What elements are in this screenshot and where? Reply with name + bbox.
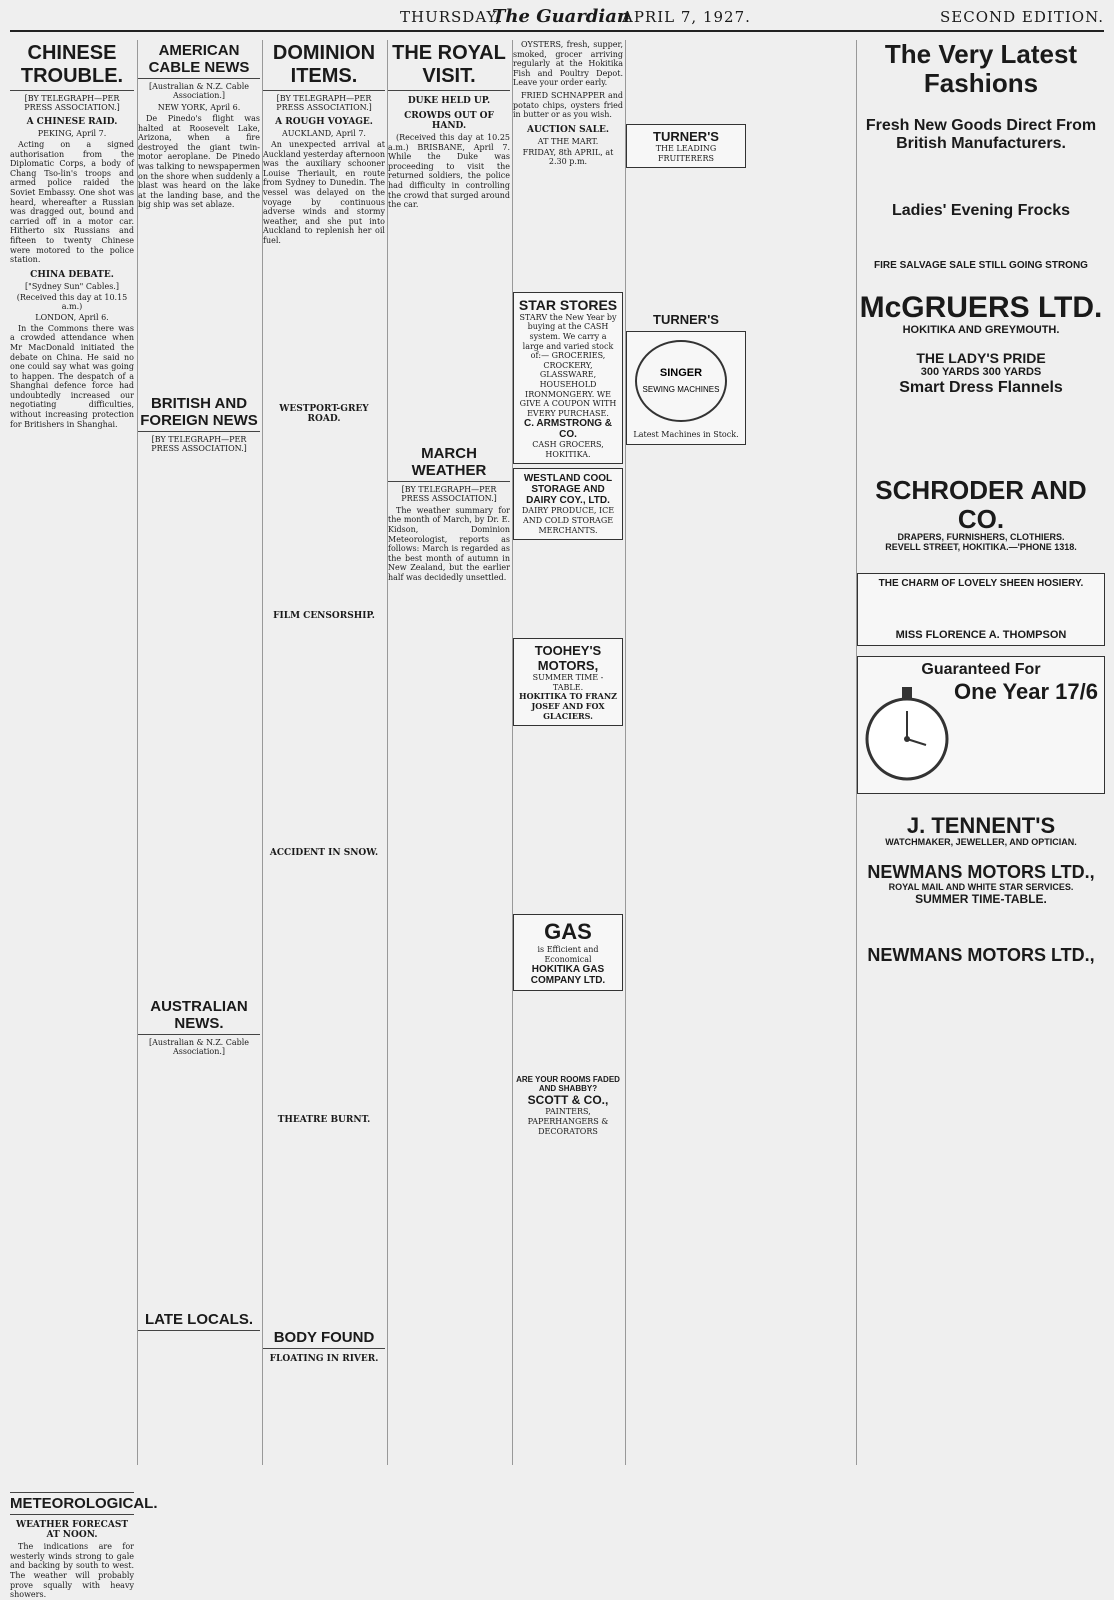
masthead-day: THURSDAY,: [400, 8, 502, 26]
article-body-continued: [138, 456, 260, 996]
advert-hosiery: [857, 573, 1105, 646]
subhead-theatre-burnt: THEATRE BURNT.: [277, 1114, 371, 1125]
tooheys-title: TOOHEY'S MOTORS,: [534, 643, 602, 674]
headline-meteorological: METEOROLOGICAL.: [10, 1492, 134, 1515]
advert-turners: [626, 124, 746, 168]
star-stores-sub: CASH GROCERS, HOKITIKA.: [532, 440, 604, 459]
dateline-auckland: AUCKLAND, April 7.: [282, 129, 366, 138]
hokitika-gas-company: HOKITIKA GAS COMPANY LTD.: [530, 964, 606, 987]
mcgruers-subtitle: HOKITIKA AND GREYMOUTH.: [902, 323, 1060, 336]
advert-oysters: OYSTERS, fresh, supper, smoked, grocer arriving regularly at the Hokitika Fish and Poultry Depot. Leave your order early.: [513, 40, 623, 88]
subhead-china-debate: CHINA DEBATE.: [30, 269, 114, 280]
guaranteed-heading: Guaranteed For: [921, 661, 1041, 679]
advert-singer: [626, 331, 746, 445]
rooms-faded-heading: ARE YOUR ROOMS FADED AND SHABBY?: [516, 1075, 620, 1094]
auction-location: AT THE MART.: [537, 136, 599, 146]
tennent-title: J. TENNENT'S: [906, 813, 1056, 839]
scott-services: PAINTERS, PAPERHANGERS & DECORATORS: [527, 1107, 609, 1136]
auction-heading: AUCTION SALE.: [527, 124, 609, 135]
evening-frocks-title: Ladies' Evening Frocks: [891, 202, 1071, 220]
article-body-continued: [263, 426, 385, 606]
headline-british-foreign-news: BRITISH AND FOREIGN NEWS: [138, 393, 260, 432]
singer-sewing-machine-icon: [631, 336, 731, 426]
dress-flannels-title: Smart Dress Flannels: [899, 378, 1063, 396]
column-adverts: [625, 40, 746, 1465]
column-cable-news: [137, 40, 260, 1465]
tennent-subtitle: WATCHMAKER, JEWELLER, AND OPTICIAN.: [885, 837, 1077, 848]
advert-fried-schnapper: FRIED SCHNAPPER and potato chips, oysters fried in butter or as you wish.: [513, 90, 623, 120]
yards-label: 300 YARDS 300 YARDS: [920, 366, 1042, 379]
mcgruers-title: McGRUERS LTD.: [859, 290, 1103, 324]
article-text: In the Commons there was a crowded attendance when Mr MacDonald initiated the debate on China. He said no one could say what was going to happen. The despatch of a Shanghai defence force had undoubtedly increased our negotiating difficulties, without increasing protection for Britishers in Shanghai.: [10, 323, 134, 429]
fire-salvage-sale: FIRE SALVAGE SALE STILL GOING STRONG: [874, 259, 1088, 271]
singer-subtitle: Latest Machines in Stock.: [633, 430, 739, 440]
received-time: (Received this day at 10.15 a.m.): [16, 292, 128, 311]
schroder-title: SCHRODER AND CO.: [875, 475, 1087, 534]
classified-text: [626, 40, 746, 120]
column-royal-visit: [387, 40, 510, 1465]
newmans-title-2: NEWMANS MOTORS LTD.,: [867, 945, 1095, 966]
star-stores-body: STARV the New Year by buying at the CASH system. We carry a large and varied stock of:— GROCERIES, CROCKERY, GLASSWARE, HOUSEHOLD IRONMONGERY. WE GIVE A COUPON WITH EVERY PURCHASE.: [519, 312, 617, 418]
auction-date: FRIDAY, 8th APRIL, at 2.30 p.m.: [522, 147, 614, 166]
newmans-timetable-title: SUMMER TIME-TABLE.: [915, 891, 1047, 906]
advert-star-stores: [513, 292, 623, 465]
subhead-weather-forecast: WEATHER FORECAST AT NOON.: [15, 1520, 129, 1541]
svg-text:SINGER: SINGER: [659, 367, 703, 380]
column-classifieds: [512, 40, 623, 1465]
article-body-continued: [263, 1127, 385, 1327]
advert-westland-cool-storage: [513, 468, 623, 540]
one-year-price: One Year 17/6: [954, 679, 1098, 705]
tooheys-route: HOKITIKA TO FRANZ JOSEF AND FOX GLACIERS.: [519, 691, 617, 721]
headline-australian-news: AUSTRALIAN NEWS.: [138, 996, 260, 1035]
westland-body: DAIRY PRODUCE, ICE AND COLD STORAGE MERCHANTS.: [521, 506, 615, 535]
headline-dominion-items: DOMINION ITEMS.: [263, 40, 385, 91]
classified-text: [513, 168, 623, 288]
classified-text: [513, 730, 623, 910]
column-dominion-items: [262, 40, 385, 1465]
newmans-title: NEWMANS MOTORS LTD.,: [867, 862, 1095, 883]
subhead-chinese-raid: A CHINESE RAID.: [26, 117, 118, 127]
source-credit: ["Sydney Sun" Cables.]: [25, 281, 119, 291]
article-text: The weather summary for the month of March, by Dr. E. Kidson, Dominion Meteorologist, reports as follows: March is regarded as the best month of autumn in New Zealand, but the earlier half was decidedly unsettled.: [388, 505, 510, 582]
wire-credit: [BY TELEGRAPH—PER PRESS ASSOCIATION.]: [276, 94, 372, 112]
dateline-new-york: NEW YORK, April 6.: [157, 103, 241, 112]
masthead-edition: SECOND EDITION.: [940, 8, 1104, 26]
masthead: [10, 6, 1104, 32]
advert-tooheys-motors: [513, 638, 623, 726]
headline-march-weather: MARCH WEATHER: [388, 443, 510, 482]
article-body-continued: [138, 213, 260, 393]
schroder-address: REVELL STREET, HOKITIKA.—'PHONE 1318.: [885, 542, 1077, 553]
subhead-duke-held-up: DUKE HELD UP.: [407, 96, 491, 106]
subhead-floating-in-river: FLOATING IN RIVER.: [269, 1353, 379, 1364]
turners-title-2: TURNER'S: [653, 312, 719, 328]
fashions-title: The Very Latest Fashions: [884, 39, 1078, 98]
scott-and-co: SCOTT & CO.,: [527, 1093, 609, 1108]
article-text: Acting on a signed authorisation from the Diplomatic Corps, a body of Chang Tso-lin's troops and armed police raided the Soviet Embassy. One shot was heard, whereafter a Russian was dragged out, bound and carried off in a motor car. Hitherto six Russians and fifteen to twenty Chinese were motored to the police station.: [10, 140, 134, 265]
subhead-westport-grey-road: WESTPORT-GREY ROAD.: [279, 403, 369, 424]
subhead-accident-in-snow: ACCIDENT IN SNOW.: [269, 847, 379, 858]
headline-royal-visit: THE ROYAL VISIT.: [388, 40, 510, 91]
masthead-paper-name: The Guardian: [492, 6, 630, 27]
wire-credit: [Australian & N.Z. Cable Association.]: [148, 1037, 250, 1056]
classified-text: [626, 172, 746, 312]
article-body-continued: [138, 1059, 260, 1309]
turners-title: TURNER'S: [653, 129, 719, 144]
article-body-continued: [263, 623, 385, 843]
subhead-film-censorship: FILM CENSORSHIP.: [273, 610, 375, 621]
schroder-subtitle: DRAPERS, FURNISHERS, CLOTHIERS.: [897, 532, 1065, 543]
headline-chinese-trouble: CHINESE TROUBLE.: [10, 40, 134, 91]
advert-gas: [513, 914, 623, 991]
ladys-pride-title: THE LADY'S PRIDE: [916, 350, 1046, 367]
hosiery-title: THE CHARM OF LOVELY SHEEN HOSIERY.: [878, 578, 1084, 590]
article-text: (Received this day at 10.25 a.m.) BRISBANE, April 7. While the Duke was proceeding to visit the returned soldiers, the police had difficulty in controlling the crowd that surged around the car.: [388, 133, 510, 210]
gas-title: GAS: [544, 919, 592, 945]
column-display-adverts: [856, 40, 1105, 1465]
classified-text: [513, 995, 623, 1075]
wire-credit: [BY TELEGRAPH—PER PRESS ASSOCIATION.]: [151, 434, 247, 453]
turners-subtitle: THE LEADING FRUITERERS: [655, 144, 717, 163]
star-stores-title: STAR STORES: [518, 296, 618, 313]
dateline-peking: PEKING, April 7.: [37, 129, 107, 138]
svg-text:SEWING MACHINES: SEWING MACHINES: [642, 385, 720, 395]
wire-credit: [BY TELEGRAPH—PER PRESS ASSOCIATION.]: [24, 94, 120, 112]
classified-text: [513, 544, 623, 634]
headline-body-found: BODY FOUND: [263, 1327, 385, 1349]
column-chinese-trouble: [10, 40, 158, 1600]
gas-subtitle: is Efficient and Economical: [537, 945, 599, 964]
article-body-continued: [388, 213, 510, 443]
subhead-crowds: CROWDS OUT OF HAND.: [404, 111, 494, 131]
subhead-rough-voyage: A ROUGH VOYAGE.: [275, 117, 373, 127]
article-text: De Pinedo's flight was halted at Roosevelt Lake, Arizona, when a fire destroyed the giant twin-motor aeroplane. De Pinedo was talking to newspapermen on the shore when suddenly a blast was heard on the lake at the landing base, and the big ship was set ablaze.: [138, 114, 260, 210]
article-body-continued: [10, 432, 134, 1492]
tooheys-subtitle: SUMMER TIME - TABLE.: [532, 673, 604, 692]
article-body-continued: [263, 860, 385, 1110]
wire-credit: [BY TELEGRAPH—PER PRESS ASSOCIATION.]: [401, 484, 497, 503]
article-text: The indications are for westerly winds strong to gale and backing by south to west. The weather will probably prove squally with heavy showers.: [10, 1542, 134, 1600]
fresh-goods-title: Fresh New Goods Direct From British Manufacturers.: [865, 117, 1097, 152]
headline-american-cable-news: AMERICAN CABLE NEWS: [138, 40, 260, 79]
headline-late-locals: LATE LOCALS.: [138, 1309, 260, 1331]
dateline-london: LONDON, April 6.: [35, 312, 109, 322]
westland-title: WESTLAND COOL STORAGE AND DAIRY COY., LTD.: [523, 473, 613, 507]
newmans-subtitle: ROYAL MAIL AND WHITE STAR SERVICES.: [888, 881, 1074, 892]
masthead-date: APRIL 7, 1927.: [622, 8, 751, 26]
advert-watch: [857, 656, 1105, 794]
article-text: An unexpected arrival at Auckland yesterday afternoon was the auxiliary schooner Louise Theriault, en route from Sydney to Dunedin. The vessel was delayed on the voyage by continuous adverse winds and stormy weather, and she put into Auckland to replenish her oil fuel.: [263, 140, 385, 245]
pocket-watch-icon: [862, 679, 952, 789]
thompson-name: MISS FLORENCE A. THOMPSON: [895, 629, 1067, 642]
wire-credit: [Australian & N.Z. Cable Association.]: [148, 82, 250, 100]
article-body-continued: [263, 249, 385, 399]
star-stores-firm: C. ARMSTRONG & CO.: [524, 418, 612, 441]
